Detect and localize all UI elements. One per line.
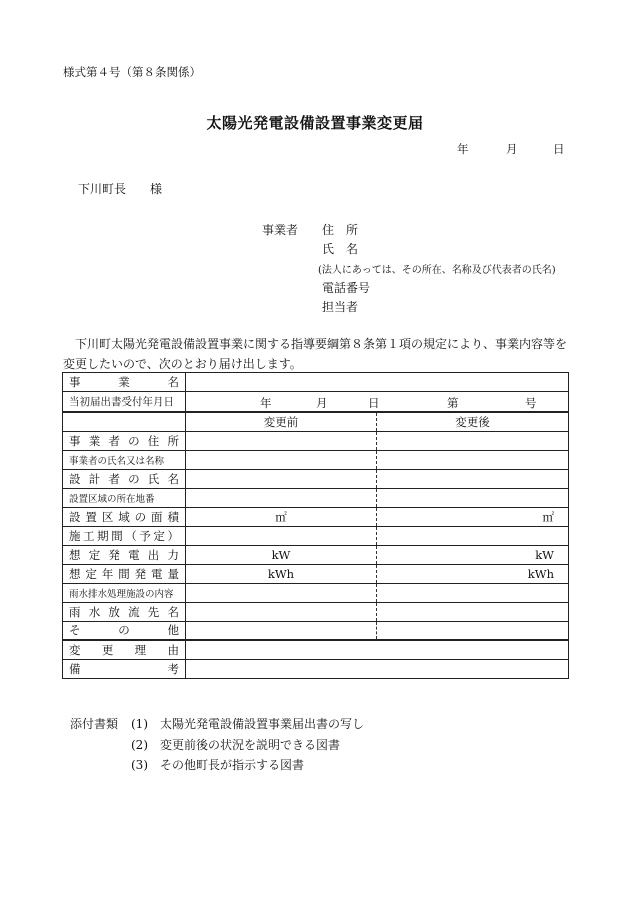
table-row	[63, 488, 569, 507]
header-blank-cell	[63, 412, 186, 431]
row-after-field[interactable]	[377, 507, 569, 526]
row-label	[63, 545, 186, 564]
row-after-field[interactable]	[377, 431, 569, 450]
table-row	[63, 583, 569, 602]
row-before-field[interactable]	[186, 621, 377, 640]
applicant-note: (法人にあっては、その所在、名称及び代表者の氏名)	[318, 265, 556, 276]
row-label-text: 想 定 年 間 発 電 量	[69, 566, 179, 581]
row-label-text: 想 定 発 電 出 力	[69, 547, 179, 562]
attachment-item: (2) 変更前後の状況を説明できる図書	[131, 738, 340, 752]
reason-label: 変 更 理 由	[63, 640, 186, 659]
table-row	[63, 526, 569, 545]
remarks-label: 備 考	[63, 659, 186, 678]
body-text: 下川町太陽光発電設備設置事業に関する指導要綱第８条第１項の規定により、事業内容等を変更したいので、次のとおり届け出します。	[63, 337, 568, 371]
applicant-phone-label: 電話番号	[322, 281, 371, 295]
initial-date-field[interactable]	[186, 392, 569, 413]
attachments-label: 添付書類	[70, 717, 119, 731]
row-before-field[interactable]	[186, 431, 377, 450]
applicant-label: 事業者	[262, 223, 299, 237]
date-day: 日	[553, 142, 565, 156]
unit-label: ㎡	[275, 509, 287, 524]
row-label	[63, 602, 186, 621]
table-row	[63, 602, 569, 621]
row-label-text: 事 業 者 の 住 所	[69, 433, 179, 448]
table-row	[63, 507, 569, 526]
row-label-text: そ の 他	[69, 623, 179, 638]
row-label	[63, 469, 186, 488]
document-title: 太陽光発電設備設置事業変更届	[206, 114, 424, 132]
initial-dai: 第	[447, 396, 459, 410]
row-label-text: 設 置 区 域 の 面 積	[69, 509, 179, 524]
addressee-name: 下川町長	[78, 182, 127, 196]
row-before-field[interactable]	[186, 450, 377, 469]
row-before-field[interactable]	[186, 602, 377, 621]
row-label-text: 設 計 者 の 氏 名	[69, 471, 179, 486]
row-after-field[interactable]	[377, 564, 569, 583]
table-row	[63, 621, 569, 640]
initial-month: 月	[316, 396, 328, 410]
attachment-item: (3) その他町長が指示する図書	[131, 758, 304, 772]
unit-label: kWh	[267, 566, 295, 581]
row-label: 事業者の氏名又は名称	[63, 450, 186, 469]
table-row	[63, 450, 569, 469]
row-before-field[interactable]	[186, 488, 377, 507]
initial-day: 日	[368, 396, 380, 410]
table-row	[63, 545, 569, 564]
reason-field[interactable]	[186, 640, 569, 659]
applicant-address-label: 住 所	[322, 223, 359, 237]
unit-label: kWh	[527, 566, 554, 581]
table-row	[63, 469, 569, 488]
row-label	[63, 431, 186, 450]
form-number: 様式第４号（第８条関係）	[63, 65, 201, 79]
row-label-text: 雨 水 放 流 先 名	[69, 604, 179, 619]
initial-year: 年	[260, 396, 272, 410]
row-before-field[interactable]	[186, 526, 377, 545]
row-after-field[interactable]	[377, 545, 569, 564]
date-year: 年	[457, 142, 469, 156]
row-after-field[interactable]	[377, 583, 569, 602]
addressee-honorific: 様	[150, 182, 163, 196]
attachment-item: (1) 太陽光発電設備設置事業届出書の写し	[131, 717, 364, 731]
row-label	[63, 526, 186, 545]
row-label: 雨水排水処理施設の内容	[63, 583, 186, 602]
unit-label: ㎡	[542, 509, 554, 524]
unit-label: kW	[271, 547, 291, 562]
before-header: 変更前	[186, 412, 377, 431]
row-label	[63, 564, 186, 583]
change-form-table	[62, 372, 569, 679]
row-before-field[interactable]	[186, 507, 377, 526]
unit-label: kW	[535, 547, 554, 562]
row-before-field[interactable]	[186, 545, 377, 564]
table-row	[63, 564, 569, 583]
table-row	[63, 431, 569, 450]
row-label	[63, 507, 186, 526]
row-after-field[interactable]	[377, 621, 569, 640]
row-label	[63, 621, 186, 640]
row-label: 設置区域の所在地番	[63, 488, 186, 507]
initial-date-label: 当初届出書受付年月日	[63, 392, 186, 413]
row-after-field[interactable]	[377, 526, 569, 545]
row-after-field[interactable]	[377, 488, 569, 507]
row-before-field[interactable]	[186, 583, 377, 602]
row-after-field[interactable]	[377, 602, 569, 621]
initial-go: 号	[525, 396, 537, 410]
row-before-field[interactable]	[186, 469, 377, 488]
applicant-contact-label: 担当者	[322, 300, 359, 314]
applicant-name-label: 氏 名	[322, 242, 359, 256]
project-name-label: 事 業 名	[63, 373, 186, 392]
row-label-text: 施 工 期 間 （ 予 定 ）	[69, 528, 179, 543]
row-before-field[interactable]	[186, 564, 377, 583]
project-name-field[interactable]	[186, 373, 569, 392]
addressee	[78, 180, 162, 197]
after-header: 変更後	[377, 412, 569, 431]
date-month: 月	[506, 142, 518, 156]
row-after-field[interactable]	[377, 450, 569, 469]
remarks-field[interactable]	[186, 659, 569, 678]
row-after-field[interactable]	[377, 469, 569, 488]
